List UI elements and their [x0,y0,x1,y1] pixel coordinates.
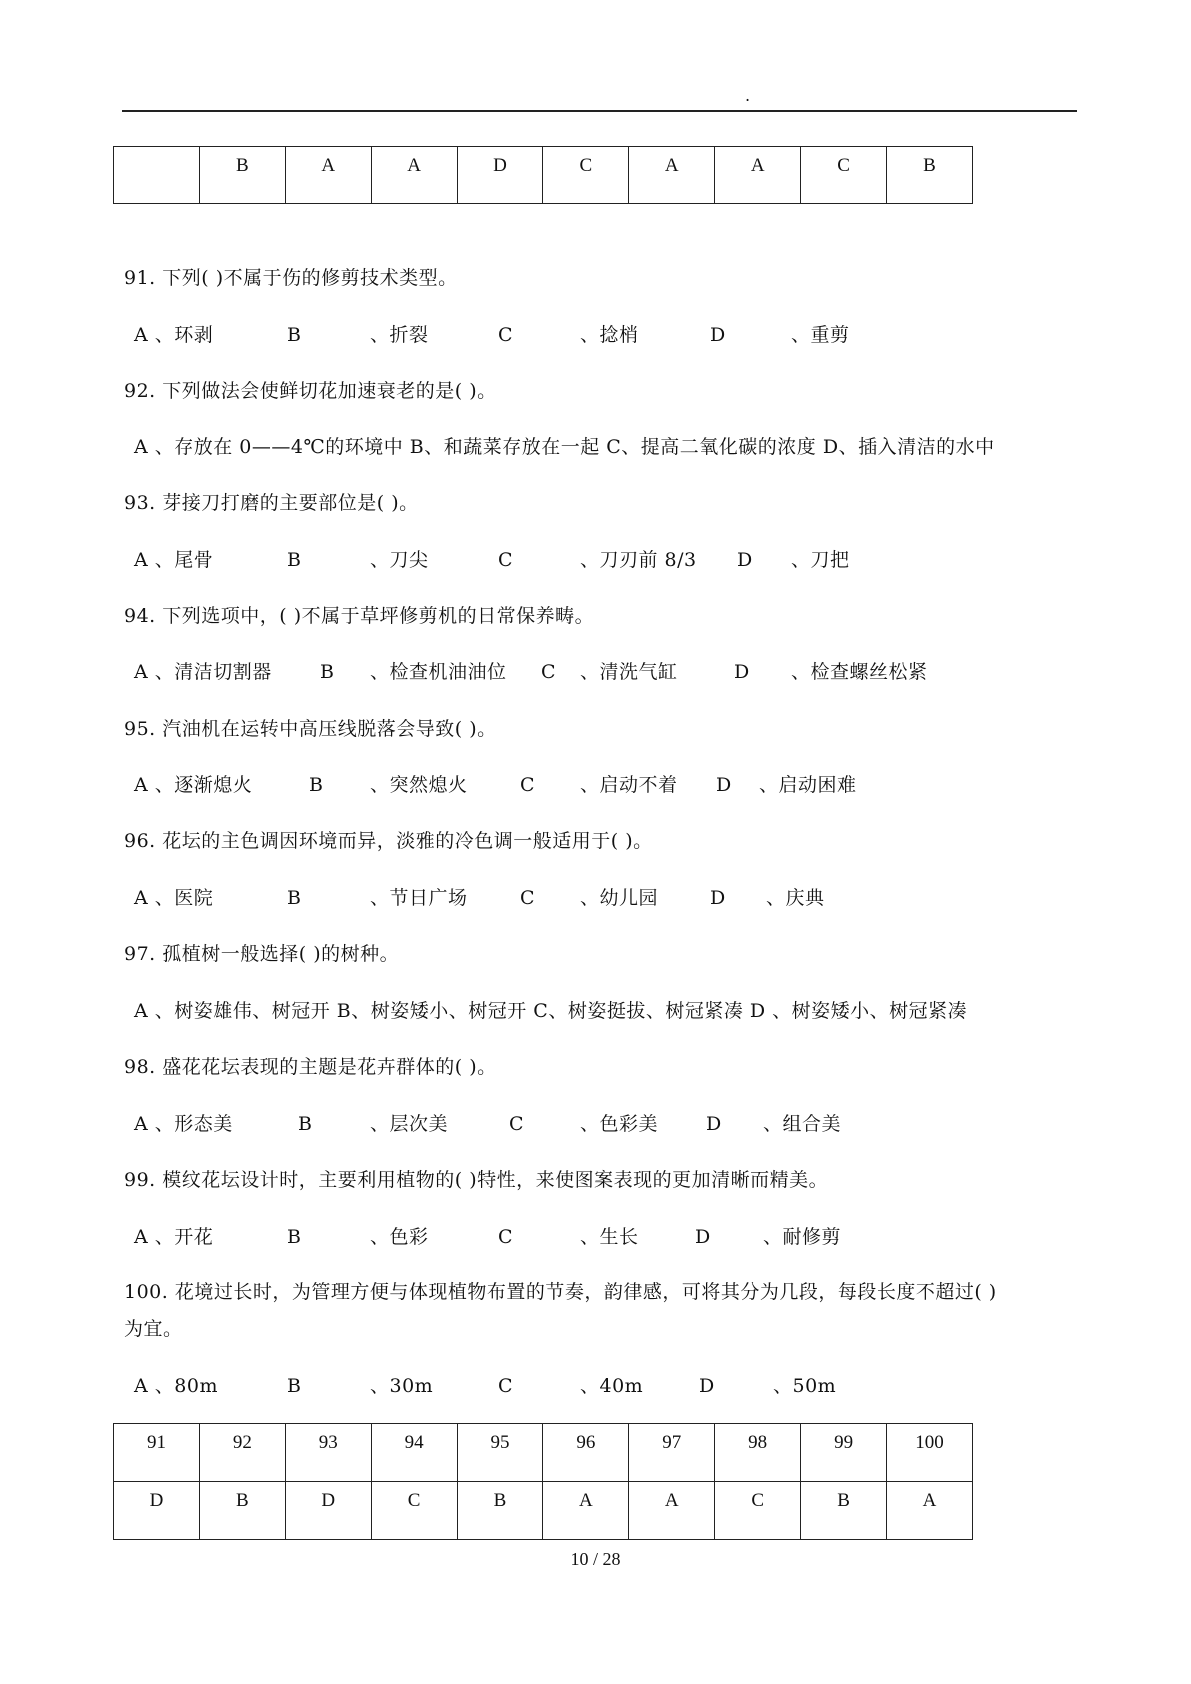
option-b-letter: B [320,661,335,683]
question-number-cell: 93 [285,1424,371,1482]
question-number-cell: 98 [715,1424,801,1482]
option-a: A 、清洁切割器 [134,661,272,683]
header-mark: . [745,86,751,105]
option-a: A 、形态美 [134,1113,233,1135]
option-c: 、刀刃前 8/3 [580,549,697,571]
table-cell: D [457,147,543,204]
option-a: A 、医院 [134,887,214,909]
option-c: 、幼儿园 [580,887,659,909]
option-b-letter: B [287,549,302,571]
question-95-options [0,773,1191,803]
question-98-stem: 98. 盛花花坛表现的主题是花卉群体的( )。 [124,1056,497,1078]
table-cell: B [199,147,285,204]
question-92-stem: 92. 下列做法会使鲜切花加速衰老的是( )。 [124,380,497,402]
answer-cell: A [543,1482,629,1540]
option-b: 、突然熄火 [370,774,468,796]
option-b: 、30m [370,1375,434,1397]
question-number-cell: 100 [887,1424,973,1482]
option-a: A 、尾骨 [134,549,214,571]
option-d: 、启动困难 [759,774,857,796]
option-c: 、40m [580,1375,644,1397]
option-c: 、启动不着 [580,774,678,796]
option-d-letter: D [734,661,750,683]
question-96-stem: 96. 花坛的主色调因环境而异，淡雅的冷色调一般适用于( )。 [124,830,653,852]
question-97-stem: 97. 孤植树一般选择( )的树种。 [124,943,400,965]
table-cell: A [371,147,457,204]
table-cell [114,147,200,204]
answer-cell: C [371,1482,457,1540]
option-c-letter: C [498,549,514,571]
table-cell: B [887,147,973,204]
option-d: 、组合美 [763,1113,842,1135]
header-rule [122,110,1077,112]
option-a: A 、80m [134,1375,218,1397]
table-cell: A [629,147,715,204]
answer-table-top [113,146,973,204]
question-93-stem: 93. 芽接刀打磨的主要部位是( )。 [124,492,419,514]
option-d: 、重剪 [791,324,850,346]
table-cell: C [801,147,887,204]
question-95-stem: 95. 汽油机在运转中高压线脱落会导致( )。 [124,718,497,740]
answer-cell: A [887,1482,973,1540]
question-99-options [0,1225,1191,1255]
question-number-cell: 96 [543,1424,629,1482]
option-b-letter: B [287,887,302,909]
answer-cell: D [285,1482,371,1540]
option-b: 、色彩 [370,1226,429,1248]
option-b: 、折裂 [370,324,429,346]
table-row [114,1424,973,1482]
answer-cell: B [801,1482,887,1540]
option-d-letter: D [695,1226,711,1248]
question-99-stem: 99. 模纹花坛设计时，主要利用植物的( )特性，来使图案表现的更加清晰而精美。 [124,1169,829,1191]
option-c-letter: C [541,661,557,683]
option-b: 、刀尖 [370,549,429,571]
answer-cell: A [629,1482,715,1540]
option-c-letter: C [520,887,536,909]
option-a: A 、环剥 [134,324,214,346]
option-b: 、检查机油油位 [370,661,507,683]
option-d: 、耐修剪 [763,1226,842,1248]
page-number: 10 / 28 [570,1549,621,1569]
option-d-letter: D [706,1113,722,1135]
option-d: 、50m [773,1375,837,1397]
option-c-letter: C [509,1113,525,1135]
option-d-letter: D [710,324,726,346]
question-number-cell: 97 [629,1424,715,1482]
option-d-letter: D [737,549,753,571]
option-c-letter: C [498,324,514,346]
option-d-letter: D [710,887,726,909]
answer-cell: B [457,1482,543,1540]
option-b: 、节日广场 [370,887,468,909]
question-97-options: A 、树姿雄伟、树冠开 B、树姿矮小、树冠开 C、树姿挺拔、树冠紧凑 D 、树姿矮小、树冠紧凑 [134,1000,968,1022]
question-98-options [0,1112,1191,1142]
option-c: 、生长 [580,1226,639,1248]
question-number-cell: 91 [114,1424,200,1482]
question-100-options [0,1374,1191,1404]
option-d: 、刀把 [791,549,850,571]
answer-cell: C [715,1482,801,1540]
question-100-stem-cont: 为宜。 [124,1318,183,1340]
answer-cell: D [114,1482,200,1540]
option-b: 、层次美 [370,1113,449,1135]
question-number-cell: 95 [457,1424,543,1482]
option-b-letter: B [298,1113,313,1135]
answer-cell: B [199,1482,285,1540]
question-91-options [0,323,1191,353]
table-cell: A [715,147,801,204]
question-91-stem: 91. 下列( )不属于伤的修剪技术类型。 [124,267,458,289]
option-b-letter: B [309,774,324,796]
option-b-letter: B [287,1375,302,1397]
option-d: 、检查螺丝松紧 [791,661,928,683]
question-94-options [0,660,1191,690]
table-cell: C [543,147,629,204]
table-row [114,1482,973,1540]
option-c-letter: C [520,774,536,796]
option-c-letter: C [498,1375,514,1397]
option-a: A 、逐渐熄火 [134,774,253,796]
question-93-options [0,548,1191,578]
question-100-stem: 100. 花境过长时，为管理方便与体现植物布置的节奏，韵律感，可将其分为几段，每段长度不超过( ) [124,1281,997,1303]
table-row [114,147,973,204]
option-d: 、庆典 [766,887,825,909]
question-96-options [0,886,1191,916]
question-94-stem: 94. 下列选项中，( )不属于草坪修剪机的日常保养畴。 [124,605,595,627]
option-c: 、清洗气缸 [580,661,678,683]
option-a: A 、开花 [134,1226,214,1248]
option-d-letter: D [716,774,732,796]
option-c: 、色彩美 [580,1113,659,1135]
table-cell: A [285,147,371,204]
option-c-letter: C [498,1226,514,1248]
question-number-cell: 92 [199,1424,285,1482]
answer-table-bottom [113,1423,973,1540]
question-92-options: A 、存放在 0——4℃的环境中 B、和蔬菜存放在一起 C、提高二氧化碳的浓度 D、插入清洁的水中 [134,436,995,458]
option-b-letter: B [287,1226,302,1248]
question-number-cell: 99 [801,1424,887,1482]
option-c: 、捻梢 [580,324,639,346]
option-d-letter: D [699,1375,715,1397]
question-number-cell: 94 [371,1424,457,1482]
option-b-letter: B [287,324,302,346]
